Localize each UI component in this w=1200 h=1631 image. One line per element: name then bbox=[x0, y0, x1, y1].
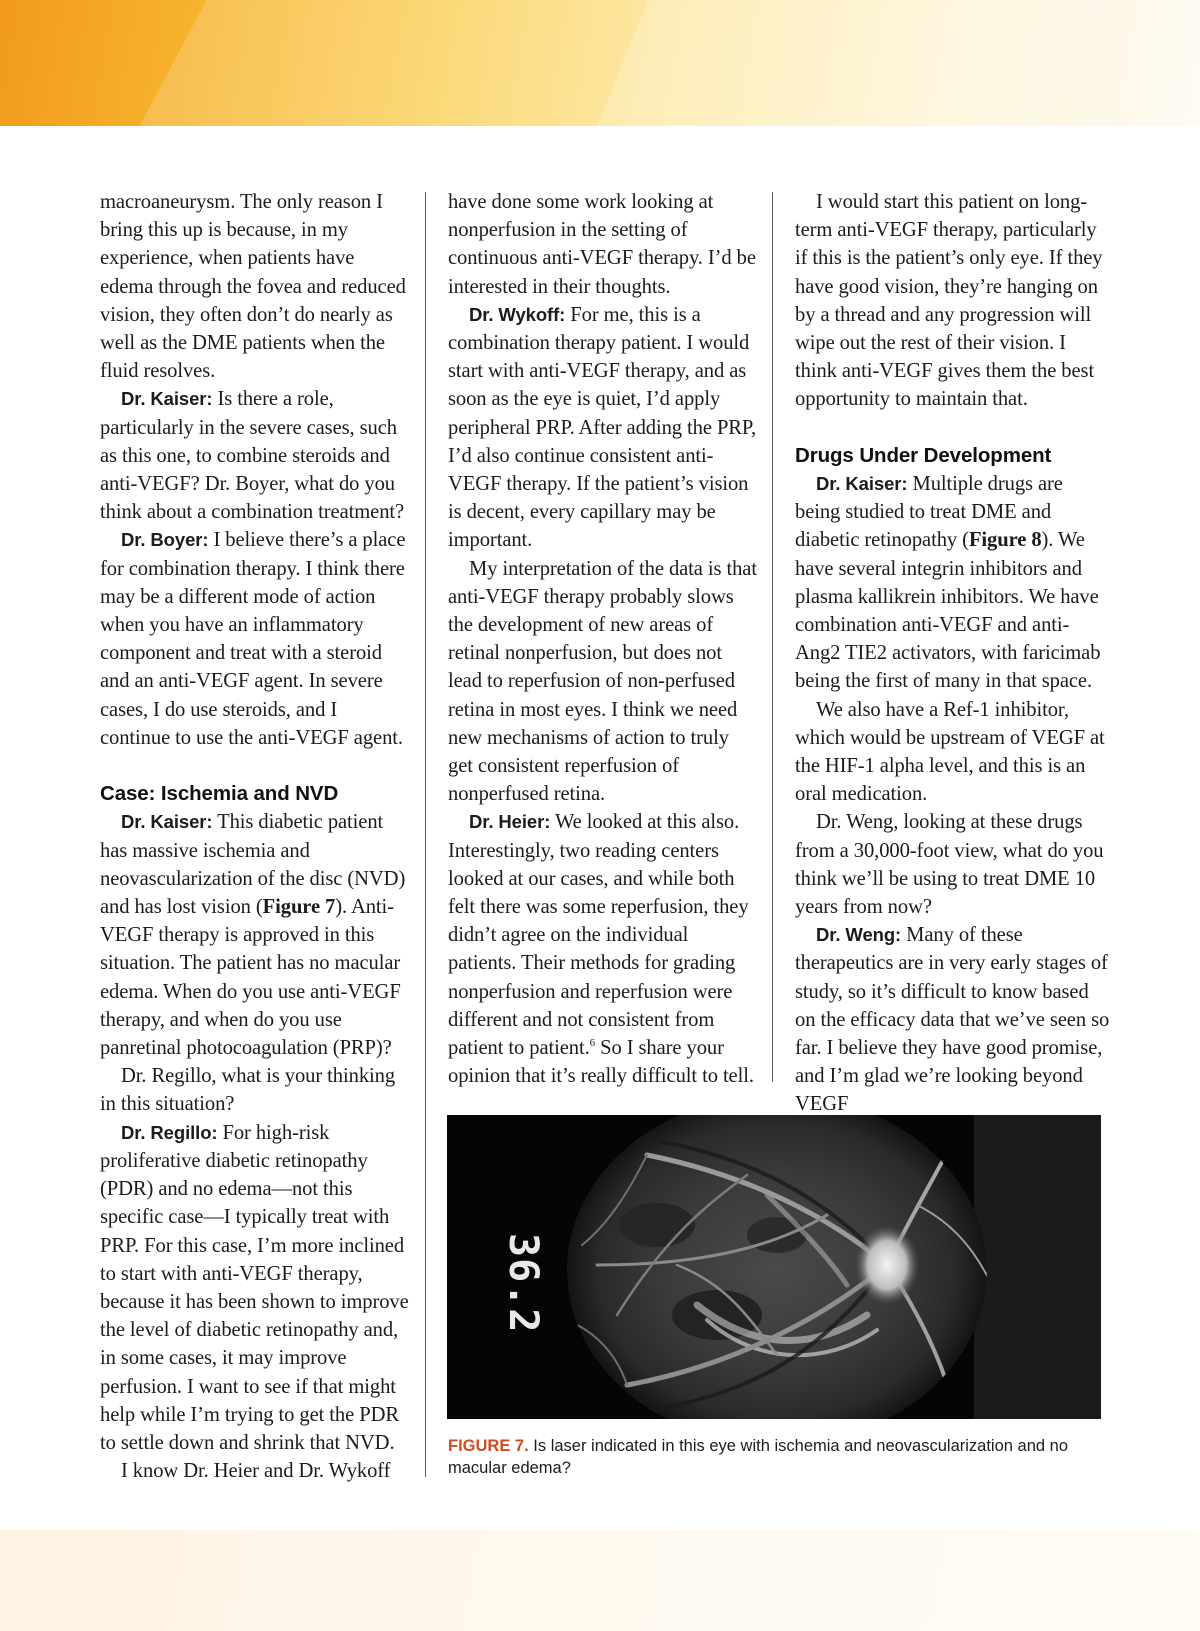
caption-text: Is laser indicated in this eye with ischemia and neovascularization and no macular edema? bbox=[448, 1437, 1068, 1477]
speaker-name: Dr. Wykoff: bbox=[469, 303, 566, 325]
paragraph: Dr. Weng, looking at these drugs from a 30,000-foot view, what do you think we’ll be using to treat DME 10 years from now? bbox=[795, 811, 1104, 919]
paragraph: have done some work looking at nonperfusion in the setting of continuous anti-VEGF therapy. I’d be interested in their thoughts. bbox=[448, 191, 756, 298]
caption-label: FIGURE 7. bbox=[448, 1437, 529, 1455]
speaker-name: Dr. Weng: bbox=[816, 924, 902, 946]
paragraph: I would start this patient on long-term anti-VEGF therapy, particularly if this is the patient’s only eye. If they have good vision, they’re hanging on by a thread and any progression will wipe out the rest of their vision. I think anti-VEGF gives them the best opportunity to maintain that. bbox=[795, 191, 1103, 411]
speaker-name: Dr. Kaiser: bbox=[121, 388, 213, 410]
citation-superscript: 6 bbox=[589, 1037, 596, 1050]
paragraph: Dr. Regillo: For high-risk proliferative diabetic retinopathy (PDR) and no edema—not this specific case—I typically treat with PRP. For this case, I’m more inclined to start with anti-VEGF therapy, because it has been shown to improve the level of diabetic retinopathy and, in some cases, it may improve perfusion. I want to see if that might help while I’m trying to get the PDR to settle down and shrink that NVD. bbox=[100, 1121, 409, 1454]
article-column-1 bbox=[100, 188, 410, 1485]
paragraph: Dr. Regillo, what is your thinking in this situation? bbox=[100, 1065, 396, 1116]
paragraph: I know Dr. Heier and Dr. Wykoff bbox=[121, 1460, 391, 1483]
paragraph: Dr. Weng: Many of these therapeutics are in very early stages of study, so it’s difficult to know based on the efficacy data that we’ve seen so far. I believe they have good promise, and I’m glad we’re looking beyond VEGF bbox=[795, 924, 1110, 1116]
paragraph: We also have a Ref-1 inhibitor, which would be upstream of VEGF at the HIF-1 alpha level, and this is an oral medication. bbox=[795, 698, 1105, 806]
column-rule bbox=[425, 192, 426, 1477]
section-heading: Case: Ischemia and NVD bbox=[100, 782, 339, 806]
speaker-name: Dr. Kaiser: bbox=[121, 811, 213, 833]
paragraph: Dr. Boyer: I believe there’s a place for combination therapy. I think there may be a different mode of action when you have an inflammatory component and treat with a steroid and an anti-VEGF agent. In severe cases, I do use steroids, and I continue to use the anti-VEGF agent. bbox=[100, 529, 406, 749]
paragraph: Dr. Heier: We looked at this also. Interestingly, two reading centers looked at our cases, and while both felt there was some reperfusion, they didn’t agree on the individual patients. Their methods for grading nonperfusion and reperfusion were different and not consistent from patient to patient.$^6$ So I share your opinion that it’s really difficult to tell. bbox=[448, 811, 754, 1088]
image-timestamp: 36.2 bbox=[500, 1233, 546, 1334]
paragraph: Dr. Kaiser: Multiple drugs are being studied to treat DME and diabetic retinopathy (Figure 8). We have several integrin inhibitors and plasma kallikrein inhibitors. We have combination anti-VEGF and anti-Ang2 TIE2 activators, with faricimab being the first of many in that space. bbox=[795, 473, 1101, 693]
paragraph: Dr. Kaiser: Is there a role, particularly in the severe cases, such as this one, to combine steroids and anti-VEGF? Dr. Boyer, what do you think about a combination treatment? bbox=[100, 388, 405, 524]
article-column-3 bbox=[795, 188, 1110, 1119]
paragraph: macroaneurysm. The only reason I bring this up is because, in my experience, when patients have edema through the fovea and reduced vision, they often don’t do nearly as well as the DME patients when the fluid resolves. bbox=[100, 191, 406, 383]
column-rule bbox=[772, 192, 773, 1082]
paragraph: Dr. Wykoff: For me, this is a combination therapy patient. I would start with anti-VEGF therapy, and as soon as the eye is quiet, I’d apply peripheral PRP. After adding the PRP, I’d also continue consistent anti-VEGF therapy. If the patient’s vision is decent, every capillary may be important. bbox=[448, 303, 757, 552]
paragraph: Dr. Kaiser: This diabetic patient has massive ischemia and neovascularization of the disc (NVD) and has lost vision (Figure 7). Anti-VEGF therapy is approved in this situation. The patient has no macular edema. When do you use anti-VEGF therapy, and when do you use panretinal photocoagulation (PRP)? bbox=[100, 811, 406, 1060]
figure-caption bbox=[448, 1435, 1088, 1479]
section-heading: Drugs Under Development bbox=[795, 443, 1052, 467]
top-banner bbox=[0, 0, 1200, 126]
article-column-2 bbox=[448, 188, 758, 1091]
fundus-field bbox=[567, 1115, 987, 1419]
speaker-name: Dr. Boyer: bbox=[121, 529, 209, 551]
banner-sweep bbox=[576, 0, 1200, 126]
paragraph: My interpretation of the data is that anti-VEGF therapy probably slows the development of new areas of retinal nonperfusion, but does not lead to reperfusion of non-perfused retina in most eyes. I think we need new mechanisms of action to truly get consistent reperfusion of nonperfused retina. bbox=[448, 557, 757, 806]
bottom-banner bbox=[0, 1530, 1200, 1631]
speaker-name: Dr. Kaiser: bbox=[816, 473, 908, 495]
figure-reference: Figure 8 bbox=[968, 529, 1042, 552]
speaker-name: Dr. Heier: bbox=[469, 811, 551, 833]
figure-reference: Figure 7 bbox=[262, 896, 336, 919]
speaker-name: Dr. Regillo: bbox=[121, 1121, 218, 1143]
